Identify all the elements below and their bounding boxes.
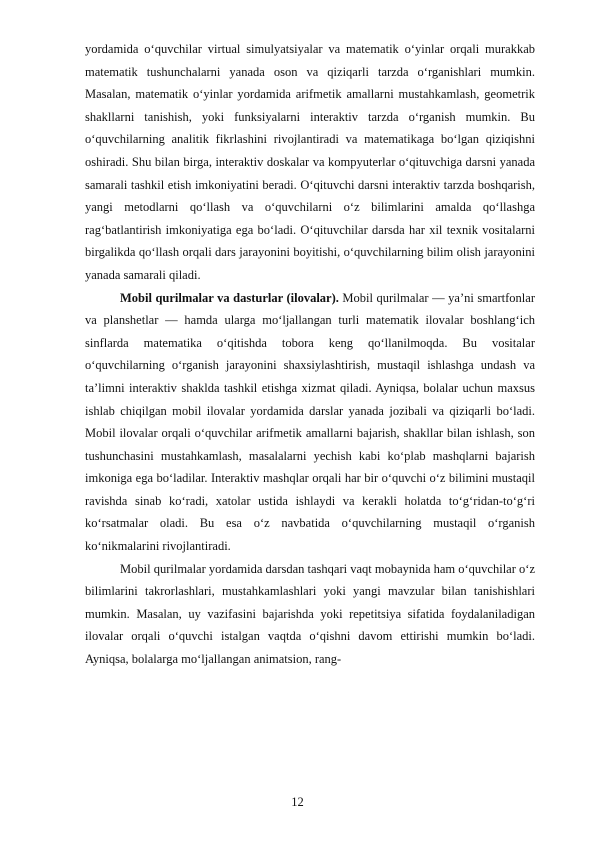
paragraph-3-text: Mobil qurilmalar yordamida darsdan tashqari vaqt mobaynida ham o‘quvchilar o‘z bilimlarini takrorlashlari, mustahkamlashlari yoki yangi mavzular bilan tanishishlari mumkin. Masalan, uy vazifasini bajarishda yoki repetitsiya sifatida foydalaniladigan ilovalar orqali o‘quvchi istalgan vaqtda o‘qishni davom ettirishi mumkin bo‘ladi. Ayniqsa, bolalarga mo‘ljallangan animatsion, rang- [85,561,535,667]
paragraph-1-text: yordamida o‘quvchilar virtual simulyatsiyalar va matematik o‘yinlar orqali murakkab matematik tushunchalarni yanada oson va qiziqarli tarzda o‘rganishlari mumkin. Masalan, matematik o‘yinlar yordamida arifmetik amallarni mustahkamlash, geometrik shakllarni tanishish, yoki funksiyalarni interaktiv tarzda o‘rganish mumkin. Bu o‘quvchilarning analitik fikrlashini rivojlantiradi va matematikaga bo‘lgan qiziqishni oshiradi. Shu bilan birga, interaktiv doskalar va kompyuterlar o‘qituvchiga darsni yanada samarali tashkil etish imkoniyatini beradi. O‘qituvchi darsni interaktiv tarzda boshqarish, yangi metodlarni qo‘llash va o‘quvchilarni o‘z bilimlarini amalda qo‘llashga rag‘batlantirish imkoniyatiga ega bo‘ladi. O‘qituvchilar darsda har xil texnik vositalarni birgalikda qo‘llash orqali dars jarayonini boyitishi, o‘quvchilarning bilim olish jarayonini yanada samarali qiladi. [85,42,535,282]
paragraph-2-text: Mobil qurilmalar — ya’ni smartfonlar va planshetlar — hamda ularga mo‘ljallangan turli matematik ilovalar boshlang‘ich sinflarda matematika o‘qitishda tobora keng qo‘llanilmoqda. Bu vositalar o‘quvchilarning o‘rganish jarayonini shaxsiylashtirish, mustaqil ishlashga undash va ta’limni interaktiv shaklda tashkil etishga xizmat qiladi. Ayniqsa, bolalar uchun maxsus ishlab chiqilgan mobil ilovalar yordamida darslar yanada jozibali va qiziqarli bo‘ladi. Mobil ilovalar orqali o‘quvchilar arifmetik amallarni bajarish, shakllar bilan ishlash, son tushunchasini mustahkamlash, masalalarni yechish kabi ko‘plab mashqlarni bajarish imkoniga ega bo‘ladilar. Interaktiv mashqlar orqali har bir o‘quvchi o‘z bilimini mustaqil ravishda sinab ko‘radi, xatolar ustida ishlaydi va kerakli holatda to‘g‘ridan-to‘g‘ri ko‘rsatmalar oladi. Bu esa o‘z navbatida o‘quvchilarning mustaqil o‘rganish ko‘nikmalarini rivojlantiradi. [85,290,535,554]
paragraph-2 [85,287,535,558]
body-text [85,38,535,671]
section-heading-mobile-devices: Mobil qurilmalar va dasturlar (ilovalar). [120,290,339,305]
paragraph-1 [85,38,535,287]
page-number: 12 [291,795,304,809]
paragraph-3 [85,558,535,671]
